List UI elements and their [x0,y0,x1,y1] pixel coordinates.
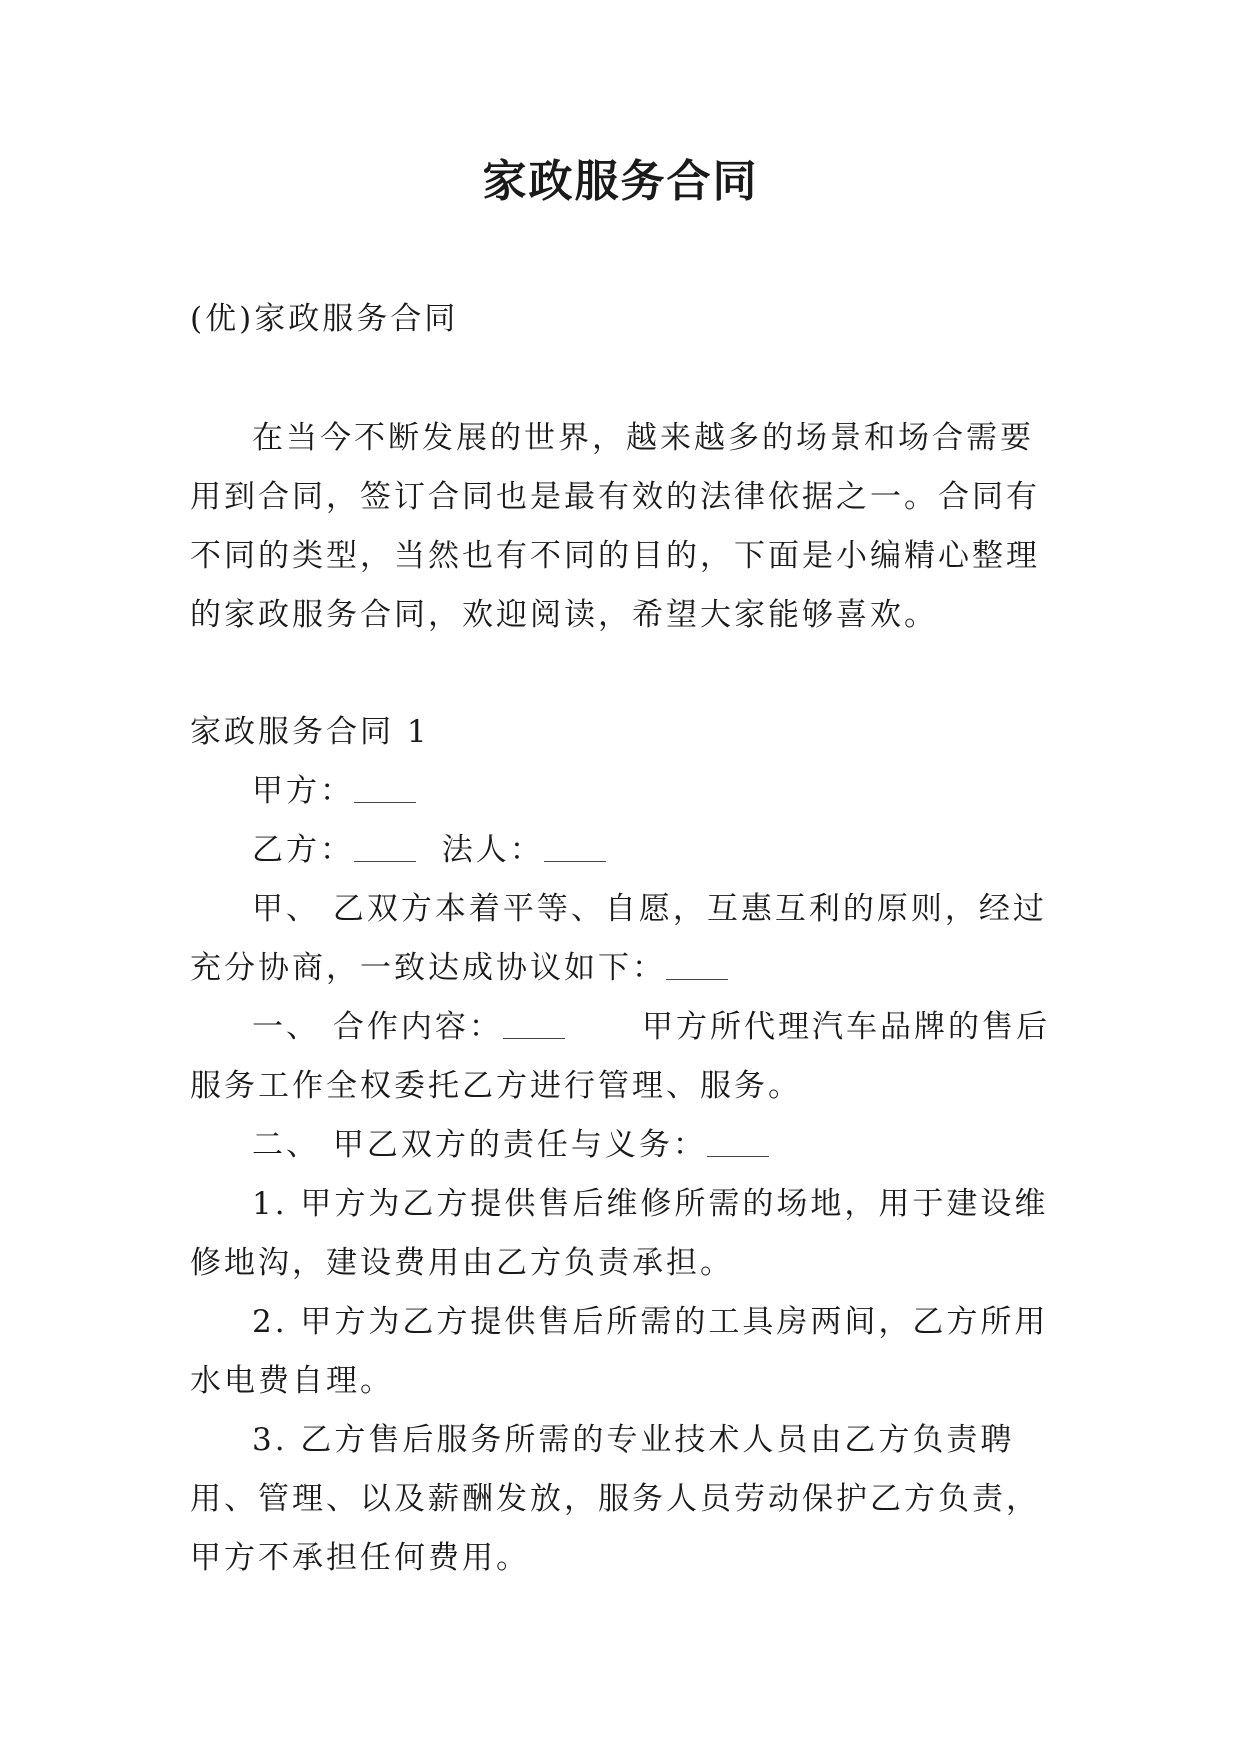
agreement-intro [190,880,1060,998]
clause-1-label: 一、 合作内容： [252,1009,503,1045]
clause-1-text: 甲方所代理汽车品牌的售后服务工作全权委托乙方进行管理、服务。 [190,1009,1050,1104]
clause-1 [190,998,1060,1116]
item-2: 2. 甲方为乙方提供售后所需的工具房两间，乙方所用水电费自理。 [190,1304,1049,1399]
document-subtitle: (优)家政服务合同 [190,301,459,337]
legal-person-blank [544,830,606,862]
party-b-line [190,821,1060,880]
item-3: 3. 乙方售后服务所需的专业技术人员由乙方负责聘用、管理、以及薪酬发放，服务人员劳动保护乙方负责，甲方不承担任何费用。 [190,1422,1040,1576]
clause-2 [190,1116,1060,1175]
clause-2-blank [707,1125,769,1157]
party-b-label: 乙方： [252,832,354,868]
agreement-blank [666,948,728,980]
party-a-label: 甲方： [252,773,354,809]
section-heading: 家政服务合同 1 [190,714,430,750]
clause-1-blank [503,1007,565,1039]
agreement-intro-text: 甲、 乙双方本着平等、自愿，互惠互利的原则，经过充分协商，一致达成协议如下： [190,891,1047,986]
party-a-blank [354,771,416,803]
document-body [190,290,1060,1588]
party-a-line [190,762,1060,821]
item-1: 1. 甲方为乙方提供售后维修所需的场地，用于建设维修地沟，建设费用由乙方负责承担。 [190,1186,1049,1281]
party-b-blank [354,830,416,862]
clause-2-label: 二、 甲乙双方的责任与义务： [252,1127,707,1163]
intro-paragraph: 在当今不断发展的世界，越来越多的场景和场合需要用到合同，签订合同也是最有效的法律依据之一。合同有不同的类型，当然也有不同的目的，下面是小编精心整理的家政服务合同，欢迎阅读，希望大家能够喜欢。 [190,420,1040,633]
document-title: 家政服务合同 [482,156,759,207]
legal-person-label: 法人： [441,832,544,868]
